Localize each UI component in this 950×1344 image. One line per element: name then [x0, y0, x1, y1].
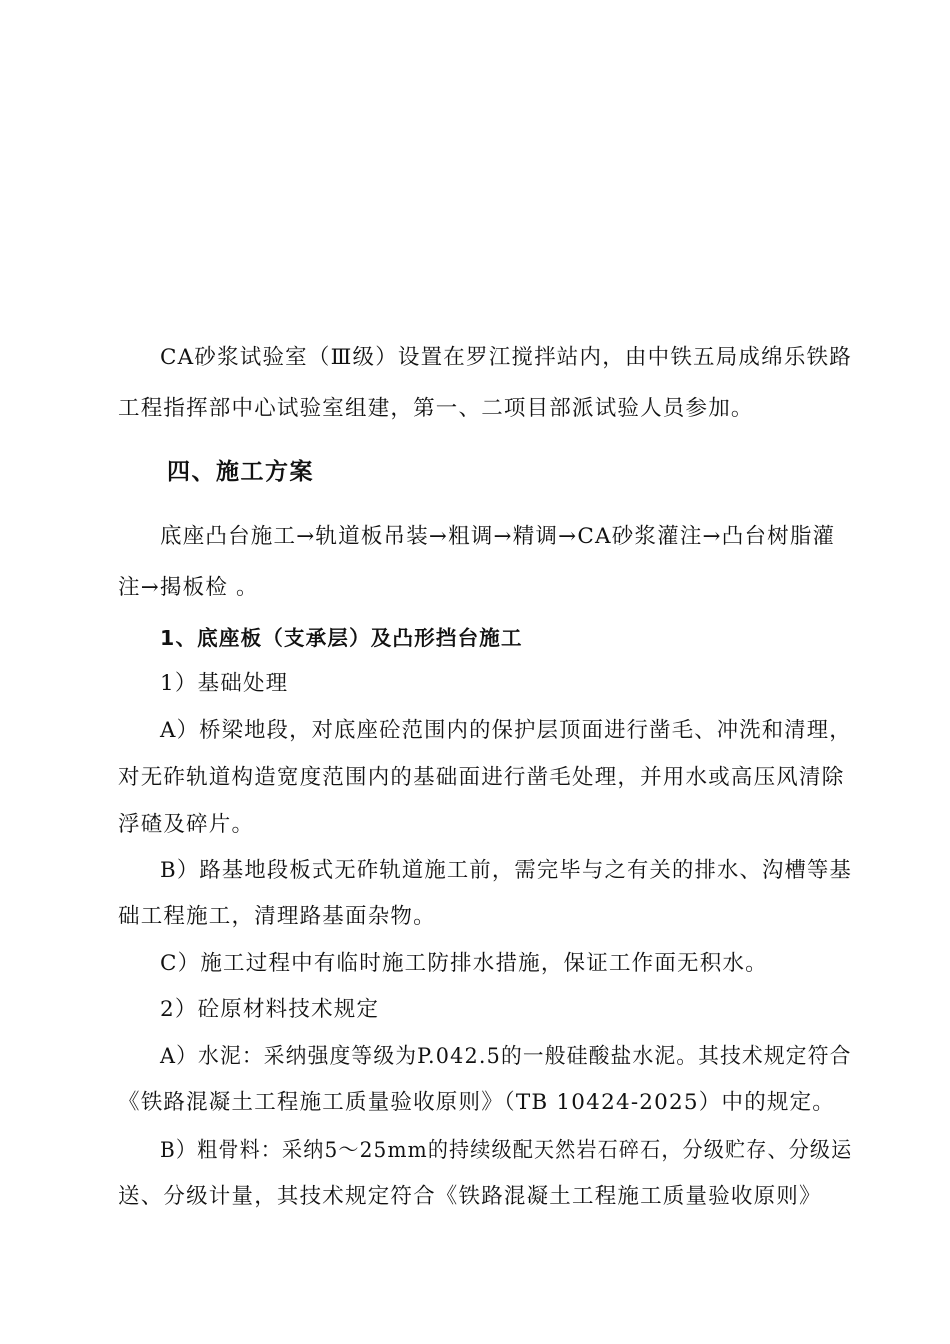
process-flow-line-2: 注→揭板检 。	[118, 575, 259, 600]
section-heading-construction-plan: 四、施工方案	[167, 459, 314, 485]
paragraph-b-line-2: 础工程施工，清理路基面杂物。	[118, 904, 436, 929]
paragraph-b-line-1: B）路基地段板式无砟轨道施工前，需完毕与之有关的排水、沟槽等基	[160, 858, 853, 883]
aggregate-paragraph-line-2: 送、分级计量，其技术规定符合《铁路混凝土工程施工质量验收原则》	[118, 1184, 822, 1209]
paragraph-a-line-1: A）桥梁地段，对底座砼范围内的保护层顶面进行凿毛、冲洗和清理，	[160, 718, 852, 743]
paragraph-a-line-2: 对无砟轨道构造宽度范围内的基础面进行凿毛处理，并用水或高压风清除	[118, 765, 845, 790]
subsection-heading-base-slab: 1、底座板（支承层）及凸形挡台施工	[160, 626, 523, 650]
cement-paragraph-line-2: 《铁路混凝土工程施工质量验收原则》（TB 10424-2025）中的规定。	[118, 1090, 836, 1115]
process-flow-line-1: 底座凸台施工→轨道板吊装→粗调→精调→CA砂浆灌注→凸台树脂灌	[160, 524, 836, 549]
intro-paragraph-line-2: 工程指挥部中心试验室组建，第一、二项目部派试验人员参加。	[118, 396, 754, 421]
paragraph-c-line-1: C）施工过程中有临时施工防排水措施，保证工作面无积水。	[160, 951, 768, 976]
item-heading-material-specs: 2）砼原材料技术规定	[160, 997, 380, 1022]
intro-paragraph-line-1: CA砂浆试验室（Ⅲ级）设置在罗江搅拌站内，由中铁五局成绵乐铁路	[160, 345, 852, 370]
paragraph-a-line-3: 浮碴及碎片。	[118, 812, 255, 837]
aggregate-paragraph-line-1: B）粗骨料：采纳5～25mm的持续级配天然岩石碎石，分级贮存、分级运	[160, 1138, 853, 1163]
item-heading-foundation-treatment: 1）基础处理	[160, 671, 289, 696]
cement-paragraph-line-1: A）水泥：采纳强度等级为P.042.5的一般硅酸盐水泥。其技术规定符合	[160, 1044, 852, 1069]
